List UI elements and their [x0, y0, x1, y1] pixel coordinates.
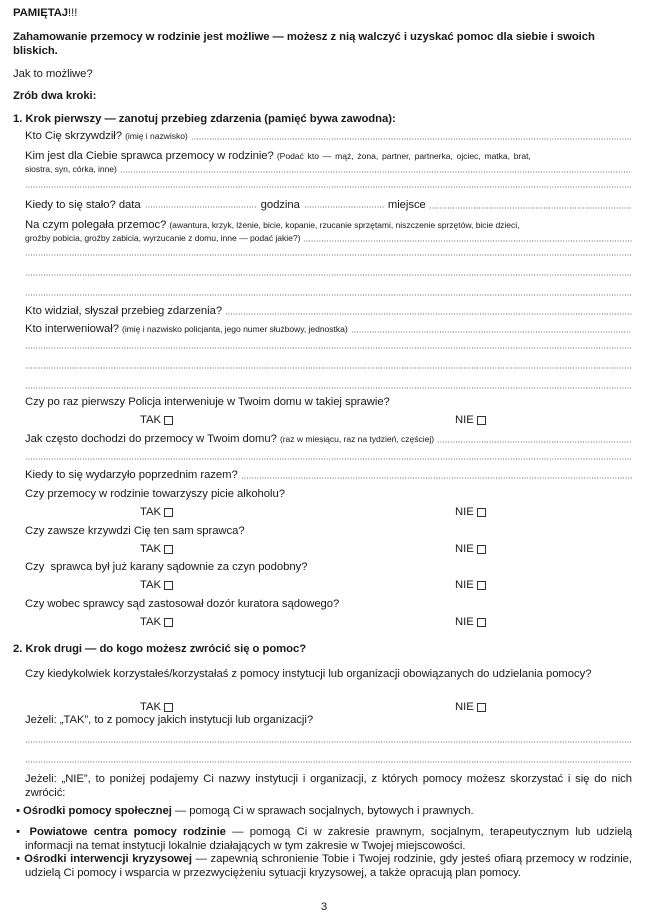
how-often-row: [25, 432, 632, 446]
no-checkbox[interactable]: [477, 618, 486, 627]
used-help-question: Czy kiedykolwiek korzystałeś/korzystałaś z pomocy instytucji lub organizacji obowiązanych do udzielania pomocy?: [25, 668, 592, 680]
no-label: NIE: [455, 414, 474, 426]
violence-hint-1: (awantura, krzyk, lżenie, bicie, kopanie, rzucanie sprzętami, niszczenie sprzętów, bicie dzieci,: [169, 220, 520, 230]
how-often-field-extra[interactable]: [25, 458, 632, 460]
page-number: 3: [320, 901, 328, 913]
if-yes-question: Jeżeli: „TAK”, to z pomocy jakich instytucji lub organizacji?: [25, 714, 314, 726]
place-label: miejsce: [387, 199, 426, 211]
previous-label: Kiedy to się wydarzyło poprzednim razem?: [25, 469, 238, 481]
remember-heading: [13, 6, 77, 20]
perpetrator-label: Kim jest dla Ciebie sprawca przemocy w rodzinie?: [25, 150, 274, 162]
when-label: Kiedy to się stało? data: [25, 199, 141, 211]
perpetrator-hint-2: siostra, syn, córka, inne): [25, 164, 117, 174]
no-checkbox[interactable]: [477, 703, 486, 712]
no-label: NIE: [455, 506, 474, 518]
yes-label: TAK: [140, 506, 161, 518]
violence-label: Na czym polegała przemoc?: [25, 219, 167, 231]
previous-row: [25, 468, 632, 482]
alcohol-question: Czy przemocy w rodzinie towarzyszy picie alkoholu?: [25, 488, 285, 500]
no-checkbox[interactable]: [477, 416, 486, 425]
yes-label: TAK: [140, 414, 161, 426]
witness-row: [25, 304, 632, 318]
probation-yes-option[interactable]: [140, 615, 173, 629]
yes-label: TAK: [140, 616, 161, 628]
step1-title: 1. Krok pierwszy — zanotuj przebieg zdarzenia (pamięć bywa zawodna):: [13, 113, 396, 125]
perpetrator-field[interactable]: [120, 171, 632, 173]
witness-field[interactable]: [225, 313, 632, 315]
intervened-field[interactable]: [351, 331, 632, 333]
convicted-question: Czy sprawca był już karany sądownie za czyn podobny?: [25, 561, 308, 573]
convicted-yes-option[interactable]: [140, 578, 173, 592]
institution-name: Powiatowe centra pomocy rodzinie: [29, 826, 226, 838]
alcohol-no-option[interactable]: [455, 505, 486, 519]
intervened-field-extra-3[interactable]: [25, 387, 632, 389]
two-steps-heading: Zrób dwa kroki:: [13, 90, 97, 102]
headline: Zahamowanie przemocy w rodzinie jest możliwe — możesz z nią walczyć i uzyskać pomoc dla siebie i swoich bliskich.: [13, 31, 595, 57]
same-perp-yes-option[interactable]: [140, 542, 173, 556]
remember-label: PAMIĘTAJ: [13, 7, 69, 19]
yes-checkbox[interactable]: [164, 618, 173, 627]
place-field[interactable]: [429, 207, 632, 209]
used-help-yes-option[interactable]: [140, 700, 173, 714]
intervened-row: [25, 322, 632, 336]
intervened-label: Kto interweniował?: [25, 323, 119, 335]
no-label: NIE: [455, 701, 474, 713]
when-row: [25, 198, 632, 212]
previous-field[interactable]: [241, 477, 632, 479]
witness-label: Kto widział, słyszał przebieg zdarzenia?: [25, 305, 223, 317]
intervened-field-extra-2[interactable]: [25, 367, 632, 369]
yes-checkbox[interactable]: [164, 703, 173, 712]
institutions-field-2[interactable]: [25, 761, 632, 763]
how-often-label: Jak często dochodzi do przemocy w Twoim domu?: [25, 433, 277, 445]
perpetrator-line1: [25, 149, 632, 163]
institution-name: Ośrodki interwencji kryzysowej: [24, 853, 192, 865]
yes-checkbox[interactable]: [164, 508, 173, 517]
first-police-yes-option[interactable]: [140, 413, 173, 427]
who-hurt-label: Kto Cię skrzywdził?: [25, 130, 122, 142]
how-question: Jak to możliwe?: [13, 68, 93, 80]
violence-field[interactable]: [303, 240, 632, 242]
convicted-no-option[interactable]: [455, 578, 486, 592]
no-label: NIE: [455, 579, 474, 591]
bullet-icon: ▪: [16, 805, 24, 817]
violence-field-extra-2[interactable]: [25, 274, 632, 276]
first-police-question: Czy po raz pierwszy Policja interweniuje w Twoim domu w takiej sprawie?: [25, 396, 390, 408]
violence-hint-2: groźby pobicia, groźby zabicia, wyrzucanie z domu, inne — podać jakie?): [25, 233, 301, 243]
institutions-field-1[interactable]: [25, 741, 632, 743]
how-often-field[interactable]: [437, 441, 632, 443]
institution-desc: — pomogą Ci w sprawach socjalnych, bytowych i prawnych.: [171, 805, 474, 817]
perpetrator-line2: [25, 162, 632, 176]
if-no-text: Jeżeli: „NIE”, to poniżej podajemy Ci nazwy instytucji i organizacji, z których pomocy możesz skorzystać i się do nich zwrócić:: [25, 773, 632, 799]
perpetrator-field-extra[interactable]: [25, 186, 632, 188]
step2-title: 2. Krok drugi — do kogo możesz zwrócić się o pomoc?: [13, 643, 307, 655]
used-help-no-option[interactable]: [455, 700, 486, 714]
no-label: NIE: [455, 616, 474, 628]
institution-desc: — pomogą Ci w zakresie prawnym, socjalnym, terapeutycznym lub udzielą informacji na temat instytucji lokalnie działających w tym zakresie w Twojej miejscowości.: [25, 826, 633, 852]
yes-label: TAK: [140, 579, 161, 591]
yes-label: TAK: [140, 543, 161, 555]
violence-line1: [25, 218, 632, 232]
who-hurt-hint: (imię i nazwisko): [125, 131, 188, 141]
no-label: NIE: [455, 543, 474, 555]
institution-item: [16, 804, 632, 818]
violence-field-extra-1[interactable]: [25, 254, 632, 256]
perpetrator-hint-1: (Podać kto — mąż, żona, partner, partnerka, ojciec, matka, brat,: [276, 151, 531, 161]
no-checkbox[interactable]: [477, 581, 486, 590]
yes-label: TAK: [140, 701, 161, 713]
same-perp-no-option[interactable]: [455, 542, 486, 556]
no-checkbox[interactable]: [477, 545, 486, 554]
time-field[interactable]: [304, 206, 384, 208]
yes-checkbox[interactable]: [164, 545, 173, 554]
intervened-hint: (imię i nazwisko policjanta, jego numer służbowy, jednostka): [122, 324, 348, 334]
institution-name: Ośrodki pomocy społecznej: [23, 805, 172, 817]
bullet-icon: ▪: [16, 826, 30, 838]
remember-suffix: !!!: [68, 7, 78, 19]
how-often-hint: (raz w miesiącu, raz na tydzień, częściej): [279, 434, 435, 444]
yes-checkbox[interactable]: [164, 581, 173, 590]
probation-no-option[interactable]: [455, 615, 486, 629]
alcohol-yes-option[interactable]: [140, 505, 173, 519]
violence-field-extra-3[interactable]: [25, 294, 632, 296]
first-police-no-option[interactable]: [455, 413, 486, 427]
intervened-field-extra-1[interactable]: [25, 347, 632, 349]
no-checkbox[interactable]: [477, 508, 486, 517]
who-hurt-row: [25, 129, 632, 143]
probation-question: Czy wobec sprawcy sąd zastosował dozór kuratora sądowego?: [25, 598, 340, 610]
same-perp-question: Czy zawsze krzywdzi Cię ten sam sprawca?: [25, 525, 245, 537]
institution-desc: — zapewnią schronienie Tobie i Twojej rodzinie, gdy jesteś ofiarą przemocy w rodzinie, udzielą Ci pomocy i wsparcia w przezwyciężeniu sytuacji kryzysowej, a także opracują plan pomocy.: [25, 853, 632, 879]
institution-item: [16, 825, 632, 853]
institution-item: [16, 852, 632, 880]
date-field[interactable]: [145, 206, 257, 208]
who-hurt-field[interactable]: [191, 138, 632, 140]
violence-line2: [25, 231, 632, 245]
yes-checkbox[interactable]: [164, 416, 173, 425]
bullet-icon: ▪: [16, 853, 25, 865]
time-label: godzina: [260, 199, 300, 211]
